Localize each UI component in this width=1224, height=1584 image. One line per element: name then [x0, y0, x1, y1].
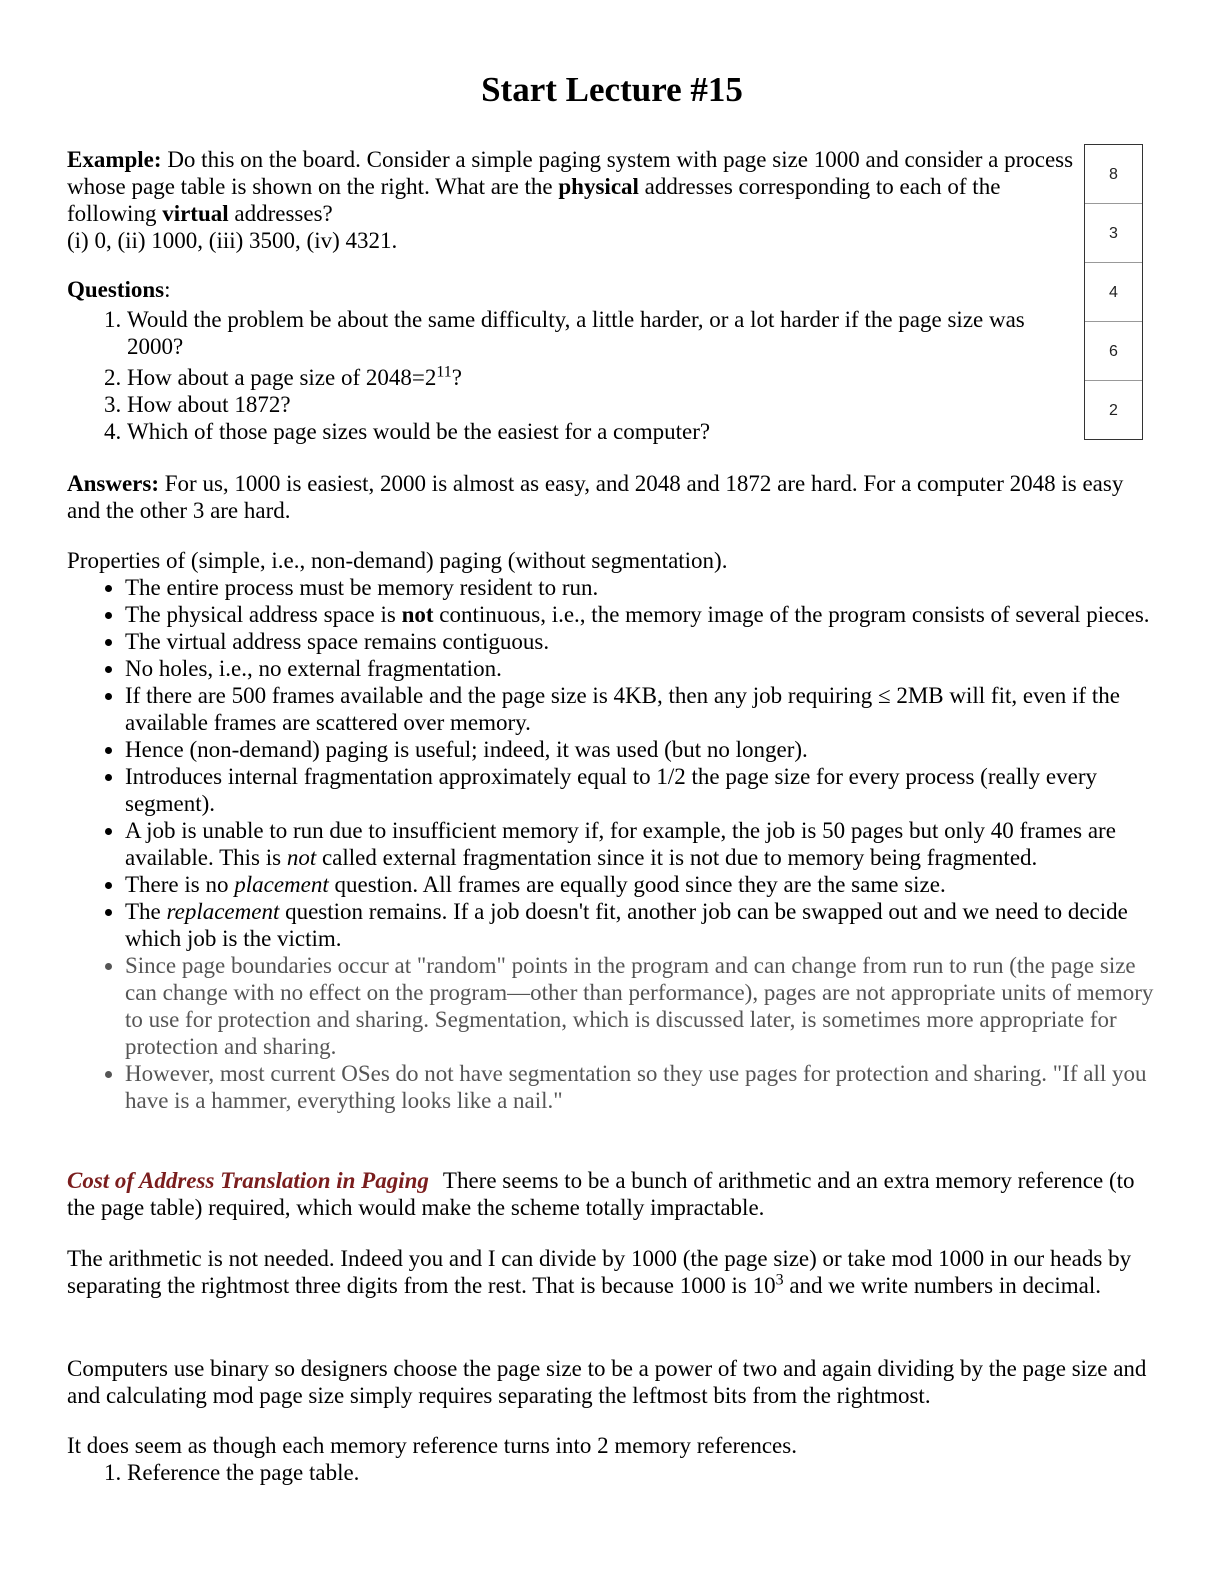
list-item: • Introduces internal fragmentation approximately equal to 1/2 the page size for every process (really every segment).: [125, 763, 1157, 817]
list-item: • Since page boundaries occur at "random" points in the program and can change from run to run (the page size can change with no effect on the program—other than performance), pages are not appropriate units of memory to use for protection and sharing. Segmentation, which is discussed later, is sometimes more appropriate for protection and sharing.: [125, 952, 1157, 1060]
page-table-entry: 4: [1085, 263, 1142, 322]
list-item: • However, most current OSes do not have segmentation so they use pages for protection and sharing. "If all you have is a hammer, everything looks like a nail.": [125, 1060, 1157, 1114]
section-heading: Cost of Address Translation in Paging: [67, 1168, 429, 1193]
questions-label: Questions: [67, 277, 165, 302]
list-item: • If there are 500 frames available and the page size is 4KB, then any job requiring ≤ 2MB will fit, even if the available frames are scattered over memory.: [125, 682, 1157, 736]
memory-reference-list: [67, 1459, 1157, 1486]
list-item: • There is no placement question. All frames are equally good since they are the same size.: [125, 871, 1157, 898]
list-item: • No holes, i.e., no external fragmentation.: [125, 655, 1157, 682]
list-item: • The physical address space is not continuous, i.e., the memory image of the program consists of several pieces.: [125, 601, 1157, 628]
binary-paragraph: Computers use binary so designers choose the page size to be a power of two and again dividing by the page size and and calculating mod page size simply requires separating the leftmost bits from the rightmost.: [67, 1356, 1147, 1408]
page-table-entry: 6: [1085, 322, 1142, 381]
example-label: Example:: [67, 147, 162, 172]
list-item: • The entire process must be memory resident to run.: [125, 574, 1157, 601]
questions-list: [67, 306, 1067, 445]
list-item: • The virtual address space remains contiguous.: [125, 628, 1157, 655]
list-item: • A job is unable to run due to insufficient memory if, for example, the job is 50 pages but only 40 frames are available. This is not called external fragmentation since it is not due to memory being fragmented.: [125, 817, 1157, 871]
list-item: 4. Which of those page sizes would be the easiest for a computer?: [127, 418, 1067, 445]
page-table: [1084, 144, 1143, 440]
memory-reference-text: It does seem as though each memory reference turns into 2 memory references.: [67, 1433, 797, 1458]
properties-intro: Properties of (simple, i.e., non-demand) paging (without segmentation).: [67, 548, 728, 573]
list-item: 1. Reference the page table.: [127, 1459, 1157, 1486]
list-item: 2. How about a page size of $2048=2^{11}$?: [127, 364, 1067, 391]
list-item: 3. How about 1872?: [127, 391, 1067, 418]
list-item: • The replacement question remains. If a job doesn't fit, another job can be swapped out and we need to decide which job is the victim.: [125, 898, 1157, 952]
page-table-entry: 2: [1109, 401, 1118, 419]
properties-list: [67, 574, 1157, 1114]
example-paragraph: Example: Do this on the board. Consider a simple paging system with page size 1000 and consider a process whose page table is shown on the right. What are the physical addresses corresponding to each of the following virtual addresses? (i) 0, (ii) 1000, (iii) 3500, (iv) 4321.: [67, 147, 1074, 253]
list-item: • Hence (non-demand) paging is useful; indeed, it was used (but no longer).: [125, 736, 1157, 763]
answers-label: Answers:: [67, 471, 159, 496]
memory-reference-section: [67, 1432, 1157, 1486]
page-table-entry: 3: [1085, 204, 1142, 263]
page-title: Start Lecture #15: [481, 70, 743, 109]
answers-paragraph: Answers: For us, 1000 is easiest, 2000 is almost as easy, and 2048 and 1872 are hard. For a computer 2048 is easy and the other 3 are hard.: [67, 471, 1124, 523]
cost-paragraph: Cost of Address Translation in Paging There seems to be a bunch of arithmetic and an extra memory reference (to the page table) required, which would make the scheme totally impractable.: [67, 1168, 1135, 1220]
list-item: 1. Would the problem be about the same difficulty, a little harder, or a lot harder if the page size was 2000?: [127, 306, 1067, 360]
questions-section: Questions: 1. Would the problem be about the same difficulty, a little harder, or a lot harder if the page size was 2000? 2. How about a page size of $2048=2^{11}$? 3. How about 1872? 4. Which of those page sizes would be the easiest for a computer?: [67, 276, 1067, 445]
arithmetic-paragraph: The arithmetic is not needed. Indeed you and I can divide by 1000 (the page size) or take mod 1000 in our heads by separating the rightmost three digits from the rest. That is because 1000 is $10^3$ and we write numbers in decimal.: [67, 1246, 1132, 1298]
page-table-entry: 8: [1085, 145, 1142, 204]
properties-section: [67, 547, 1157, 1114]
